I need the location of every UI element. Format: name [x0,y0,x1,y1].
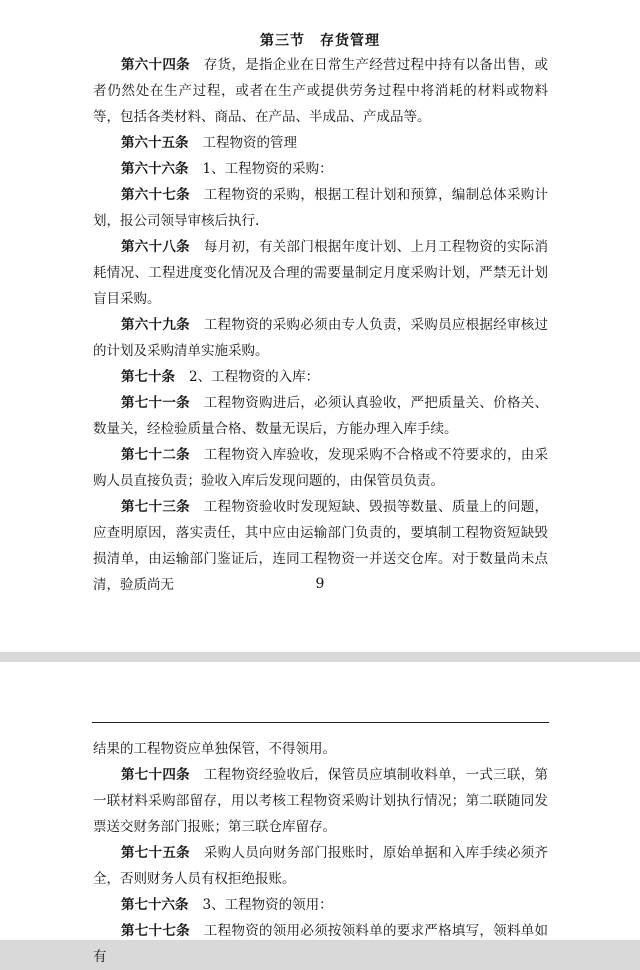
section-title: 第三节 存货管理 [260,33,380,49]
article-74: 第七十四条 工程物资经验收后，保管员应填制收料单，一式三联，第一联材料采购部留存，用以考核工程物资采购计划执行情况；第二联随同发票送交财务部门报账；第三联仓库留存。 [93,767,549,835]
header-rule [92,722,549,723]
article-65: 第六十五条 工程物资的管理 [121,135,297,151]
article-67: 第六十七条 工程物资的采购，根据工程计划和预算，编制总体采购计划，报公司领导审核后执行. [93,187,549,229]
article-70: 第七十条 2、工程物资的入库： [121,369,320,385]
article-76: 第七十六条 3、工程物资的领用： [121,897,333,913]
article-77: 第七十七条 工程物资的领用必须按领料单的要求严格填写，领料单如有 [93,923,549,965]
article-69: 第六十九条 工程物资的采购必须由专人负责，采购员应根据经审核过的计划及采购清单实施采购。 [93,317,549,359]
page-number: 9 [315,576,325,592]
article-64: 第六十四条 存货，是指企业在日常生产经营过程中持有以备出售，或者仍然处在生产过程，或者在生产或提供劳务过程中将消耗的材料或物料等，包括各类材料、商品、在产品、半成品、产成品等。 [93,57,549,125]
document-page-10 [0,662,640,965]
article-73: 第七十三条 工程物资验收时发现短缺、毁损等数量、质量上的问题，应查明原因，落实责任，其中应由运输部门负责的，要填制工程物资短缺毁损清单，由运输部门鉴证后，连同工程物资一并送交仓库。对于数量尚未点清，验质尚无 [93,499,549,593]
continuation-text: 结果的工程物资应单独保管，不得领用。 [93,741,336,757]
article-66: 第六十六条 1、工程物资的采购： [121,161,333,177]
article-72: 第七十二条 工程物资入库验收，发现采购不合格或不符要求的，由采购人员直接负责；验收入库后发现问题的，由保管员负责。 [93,447,549,489]
article-71: 第七十一条 工程物资购进后，必须认真验收，严把质量关、价格关、数量关，经检验质量合格、数量无误后，方能办理入库手续。 [93,395,549,437]
article-75: 第七十五条 采购人员向财务部门报账时，原始单据和入库手续必须齐全，否则财务人员有权拒绝报账。 [93,845,549,887]
article-68: 第六十八条 每月初，有关部门根据年度计划、上月工程物资的实际消耗情况、工程进度变化情况及合理的需要量制定月度采购计划，严禁无计划盲目采购。 [93,239,549,307]
